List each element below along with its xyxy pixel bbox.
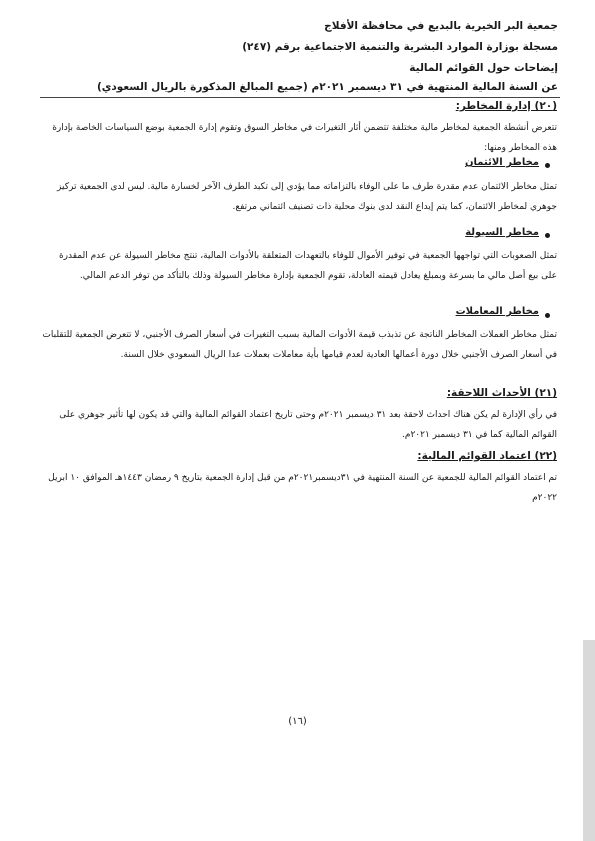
currency-risk-text: تمثل مخاطر العملات المخاطر الناتجة عن تذبذب قيمة الأدوات المالية بسبب التغيرات في أسعار الصرف الأجنبي، لا تتعرض الجمعية للتقلبات في أسعار الصرف الأجنبي خلال دورة أعمالها العادية لعدم قيامها بأية معاملات بعملات عدا الريال السعودي خلال السنة. bbox=[42, 330, 557, 360]
credit-risk-title: مخاطر الائتمان bbox=[465, 157, 539, 168]
credit-risk-text: تمثل مخاطر الائتمان عدم مقدرة طرف ما على الوفاء بالتزاماته مما يؤدي إلى تكبد الطرف الآخر لخسارة مالية. ليس لدى الجمعية تركيز جوهري لمخاطر الائتمان، كما يتم إيداع النقد لدى بنوك محلية ذات تصنيف ائتماني مرتفع. bbox=[57, 182, 557, 212]
bullet-icon bbox=[545, 163, 550, 168]
approval-text: تم اعتماد القوائم المالية للجمعية عن السنة المنتهية في ٣١ديسمبر٢٠٢١م من قبل إدارة الجمعية بتاريخ ٩ رمضان ١٤٤٣هـ الموافق ١٠ ابريل ٢٠٢٢م bbox=[48, 473, 557, 503]
events-text: في رأي الإدارة لم يكن هناك احداث لاحقة بعد ٣١ ديسمبر ٢٠٢١م وحتى تاريخ اعتماد القوائم المالية والتي قد يكون لها تأثير جوهري على القوائم المالية كما في ٣١ ديسمبر ٢٠٢١م. bbox=[59, 410, 557, 440]
header-divider bbox=[40, 97, 560, 98]
page-number: (١٦) bbox=[288, 716, 307, 727]
currency-risk-title: مخاطر المعاملات bbox=[455, 306, 539, 317]
org-name: جمعية البر الخيرية بالبديع في محافظة الأفلاج bbox=[324, 20, 558, 32]
risk-intro: تتعرض أنشطة الجمعية لمخاطر مالية مختلفة تتضمن أثار التغيرات في مخاطر السوق وتقوم إدارة الجمعية بوضع السياسات الخاصة بإدارة هذه المخاطر ومنها: bbox=[52, 123, 557, 153]
approval-section-title: (٢٢) اعتماد القوائم المالية: bbox=[417, 450, 557, 462]
bullet-icon bbox=[545, 313, 550, 318]
registration-line: مسجلة بوزارة الموارد البشرية والتنمية الاجتماعية برقم (٢٤٧) bbox=[242, 41, 558, 53]
events-section-title: (٢١) الأحداث اللاحقة: bbox=[446, 387, 557, 399]
scan-edge-shadow bbox=[583, 640, 595, 841]
notes-title: إيضاحات حول القوائم المالية bbox=[409, 62, 558, 74]
bullet-icon bbox=[545, 233, 550, 238]
risk-section-title: (٢٠) إدارة المخاطر: bbox=[455, 100, 557, 112]
period-line: عن السنة المالية المنتهية في ٣١ ديسمبر ٢٠٢١م (جميع المبالغ المذكورة بالريال السعودي) bbox=[96, 81, 558, 93]
liquidity-risk-text: تمثل الصعوبات التي تواجهها الجمعية في توفير الأموال للوفاء بالتعهدات المتعلقة بالأدوات المالية، تنتج مخاطر السيولة عن عدم المقدرة على بيع أصل مالي ما بسرعة وبمبلغ يعادل قيمته العادلة، تقوم الجمعية بإدارة مخاطر السيولة وذلك بالتأكد من توفر الدعم المالي. bbox=[58, 251, 557, 281]
liquidity-risk-title: مخاطر السيولة bbox=[465, 227, 539, 238]
